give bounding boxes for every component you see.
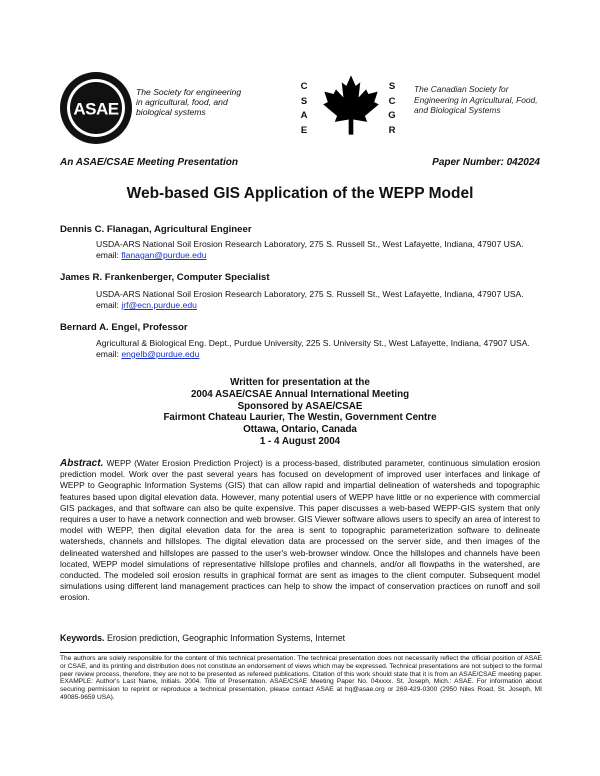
- email-label: email:: [96, 250, 119, 260]
- sccr-letter: S: [388, 81, 396, 92]
- affiliation-text: USDA-ARS National Soil Erosion Research Laboratory, 275 S. Russell St., West Lafayette, Indiana, 47907 USA.: [96, 289, 524, 299]
- abstract: [60, 458, 540, 604]
- author-name: James R. Frankenberger, Computer Specialist: [60, 272, 270, 283]
- asae-logo: [58, 70, 134, 146]
- csae-letter: E: [300, 124, 308, 136]
- asae-logo-text: ASAE: [73, 99, 119, 119]
- asae-tagline: The Society for engineering in agricultural, food, and biological systems: [136, 87, 242, 117]
- maple-leaf-icon: [322, 74, 380, 136]
- sccr-letter: G: [388, 110, 396, 121]
- keywords-text: Erosion prediction, Geographic Information Systems, Internet: [106, 633, 346, 643]
- presentation-type: An ASAE/CSAE Meeting Presentation: [60, 157, 238, 168]
- author-name: Dennis C. Flanagan, Agricultural Engineer: [60, 224, 252, 235]
- email-label: email:: [96, 300, 119, 310]
- footnote-divider: [60, 652, 540, 653]
- author-name: Bernard A. Engel, Professor: [60, 322, 188, 333]
- abstract-text: WEPP (Water Erosion Prediction Project) is a process-based, distributed parameter, continuous simulation erosion prediction model. Work over the past several years has focused on development of improved user interfaces and linkage of WEPP to Geographic Information Systems (GIS) that can allow rapid and impartial delineation of watersheds and topographic features based upon digital elevation data. However, many potential users of WEPP have little or no experience with commercial GIS packages, and that software can also be quite expensive. This paper discusses a web-based WEPP-GIS system that only requires a user to have a network connection and web browser. GIS Viewer software allows users to specify an area of interest to model with WEPP, then digital elevation data for the area is sent to topographic parameterization software to delineate watersheds, channels and hillslopes. The digital elevation data are processed on the server side, and then images of the delineated watershed and hillslopes are passed to the user's web-browser window. Once the hillslopes and channels have been located, WEPP model simulations of representative hillslope profiles and channels, and/or all flowpaths in the watershed, are conducted. The modeled soil erosion results in graphical format are sent as images to the client computer. Subsequent model simulations using different land management practices can help to show the impact of conservation practices on runoff and soil erosion.: [60, 458, 541, 603]
- csae-letter: S: [300, 95, 308, 107]
- csae-letter: C: [300, 81, 308, 92]
- paper-number: Paper Number: 042024: [432, 157, 540, 168]
- email-link[interactable]: jrf@ecn.purdue.edu: [121, 300, 197, 310]
- presentation-line: 2004 ASAE/CSAE Annual International Meeting: [190, 388, 410, 400]
- email-link[interactable]: flanagan@purdue.edu: [121, 250, 207, 260]
- csae-letters: [297, 80, 311, 138]
- author-affiliation: [96, 338, 546, 360]
- affiliation-text: Agricultural & Biological Eng. Dept., Purdue University, 225 S. University St., West Lafayette, Indiana, 47907 USA.: [96, 338, 530, 348]
- csae-letter: A: [300, 110, 308, 121]
- email-link[interactable]: engelb@purdue.edu: [121, 349, 200, 359]
- presentation-line: Ottawa, Ontario, Canada: [243, 424, 357, 436]
- presentation-line: Sponsored by ASAE/CSAE: [237, 400, 363, 412]
- csae-tagline: The Canadian Society for Engineering in Agricultural, Food, and Biological Systems: [414, 84, 538, 115]
- paper-title: Web-based GIS Application of the WEPP Model: [126, 185, 474, 202]
- keywords: [60, 633, 345, 643]
- author-affiliation: [96, 239, 546, 261]
- presentation-line: 1 - 4 August 2004: [259, 435, 341, 447]
- sccr-letter: R: [388, 124, 396, 136]
- footnote: The authors are solely responsible for the content of this technical presentation. The technical presentation does not necessarily reflect the official position of ASAE or CSAE, and its printing and distribution does not constitute an endorsement of views which may be expressed. Technical presentations are not subject to the formal peer review process, therefore, they are not to be presented as refereed publications. Citation of this work should state that it is from an ASAE/CSAE meeting paper. EXAMPLE: Author's Last Name, Initials. 2004. Title of Presentation. ASAE/CSAE Meeting Paper No. 04xxxx. St. Joseph, Mich.: ASAE. For information about securing permission to reprint or reproduce a technical presentation, please contact ASAE at hq@asae.org or 269-429-0300 (2950 Niles Road, St. Joseph, MI 49085-9659 USA).: [60, 655, 542, 701]
- email-label: email:: [96, 349, 119, 359]
- keywords-label: Keywords.: [60, 633, 105, 643]
- abstract-label: Abstract.: [60, 458, 104, 469]
- presentation-info: [0, 377, 600, 448]
- sccr-letters: [385, 80, 399, 138]
- affiliation-text: USDA-ARS National Soil Erosion Research Laboratory, 275 S. Russell St., West Lafayette, Indiana, 47907 USA.: [96, 239, 524, 249]
- presentation-line: Written for presentation at the: [230, 377, 370, 388]
- sccr-letter: C: [388, 95, 396, 107]
- author-affiliation: [96, 289, 546, 311]
- presentation-line: Fairmont Chateau Laurier, The Westin, Government Centre: [163, 412, 437, 424]
